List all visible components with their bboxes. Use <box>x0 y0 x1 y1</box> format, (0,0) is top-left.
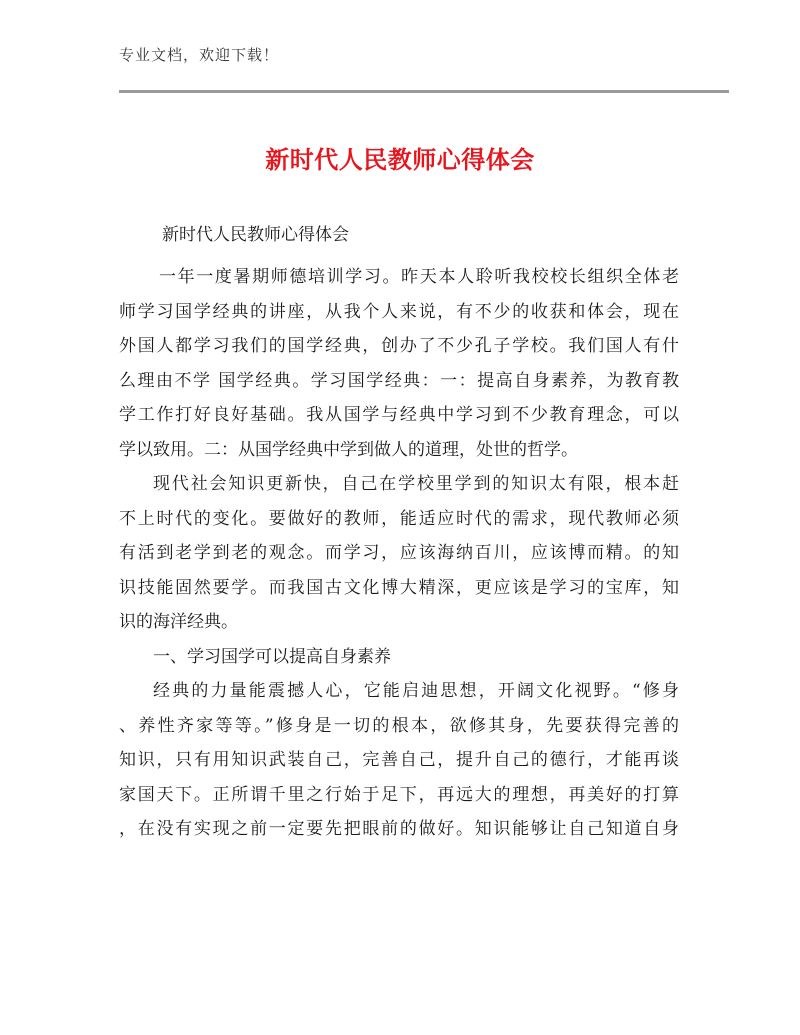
text-line: 识的海洋经典。 <box>119 612 238 632</box>
text-line: ，在没有实现之前一定要先把眼前的做好。知识能够让自己知道自身 <box>119 819 679 839</box>
paragraph <box>119 467 679 640</box>
section-heading <box>119 640 679 675</box>
text-line: 么理由不学 国学经典。学习国学经典：一：提高自身素养，为教育教 <box>119 370 679 391</box>
text-line: 经典的力量能震撼人心，它能启迪思想，开阔文化视野。“修身 <box>153 681 679 701</box>
header-divider <box>119 90 729 93</box>
text-line: 一、学习国学可以提高自身素养 <box>153 646 391 667</box>
text-line: 一年一度暑期师德培训学习。昨天本人聆听我校校长组织全体老 <box>159 267 679 287</box>
text-line: 识技能固然要学。而我国古文化博大精深，更应该是学习的宝库，知 <box>119 577 679 598</box>
text-line: 学工作打好良好基础。我从国学与经典中学习到不少教育理念，可以 <box>119 405 679 425</box>
paragraph <box>119 674 679 847</box>
text-line: 学以致用。二：从国学经典中学到做人的道理，处世的哲学。 <box>119 439 578 460</box>
header-note: 专业文档，欢迎下载！ <box>119 46 280 64</box>
text-line: 不上时代的变化。要做好的教师，能适应时代的需求，现代教师必须 <box>119 508 679 529</box>
text-line: 有活到老学到老的观念。而学习，应该海纳百川，应该博而精。的知 <box>119 543 679 563</box>
document-subtitle: 新时代人民教师心得体会 <box>162 225 349 245</box>
text-line: 现代社会知识更新快，自己在学校里学到的知识太有限，根本赶 <box>153 474 679 494</box>
paragraph <box>119 260 679 467</box>
document-body <box>119 260 679 847</box>
document-title: 新时代人民教师心得体会 <box>265 146 535 174</box>
text-line: 师学习国学经典的讲座，从我个人来说，有不少的收获和体会，现在 <box>119 301 679 322</box>
text-line: 、养性齐家等等。”修身是一切的根本，欲修其身，先要获得完善的 <box>119 715 679 736</box>
text-line: 知识，只有用知识武装自己，完善自己，提升自己的德行，才能再谈 <box>119 750 679 770</box>
text-line: 家国天下。正所谓千里之行始于足下，再远大的理想，再美好的打算 <box>119 784 679 805</box>
text-line: 外国人都学习我们的国学经典，创办了不少孔子学校。我们国人有什 <box>119 336 679 356</box>
